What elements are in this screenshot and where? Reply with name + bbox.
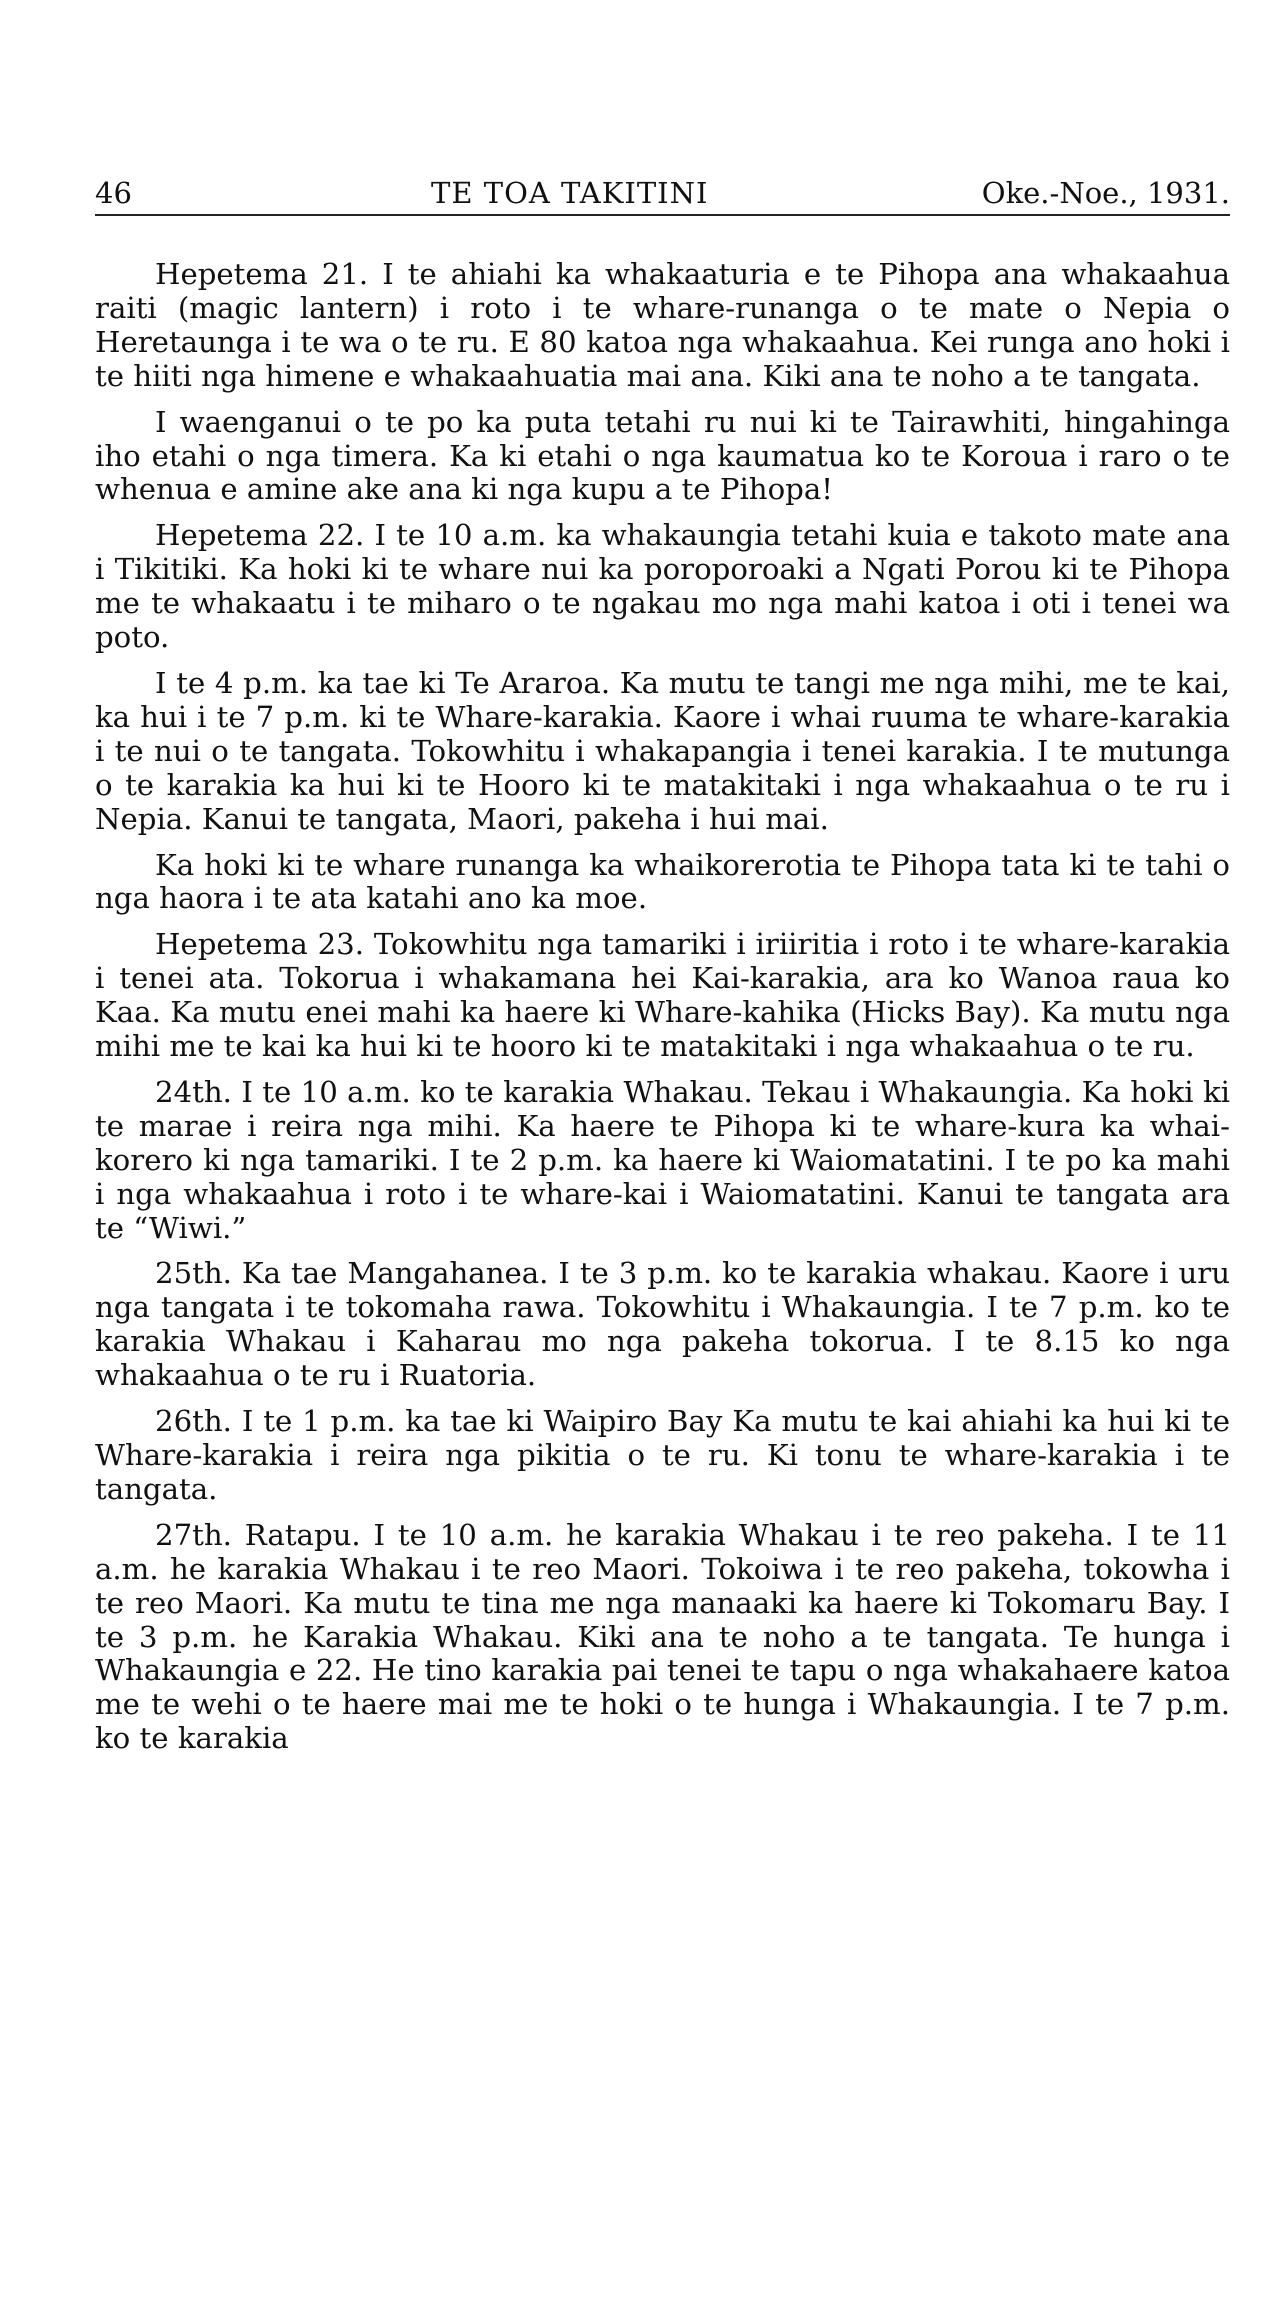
paragraph: 26th. I te 1 p.m. ka tae ki Waipiro Bay Ka mutu te kai ahiahi ka hui ki te Whare-karakia i reira nga pikitia o te ru. Ki tonu te whare-karakia i te tangata. (95, 1404, 1230, 1506)
page-number: 46 (95, 176, 132, 210)
article-body (95, 258, 1230, 1756)
journal-title: TE TOA TAKITINI (431, 176, 709, 210)
running-header (95, 170, 1230, 216)
paragraph: Hepetema 22. I te 10 a.m. ka whakaungia tetahi kuia e takoto mate ana i Tikitiki. Ka hoki ki te whare nui ka poroporoaki a Ngati Porou ki te Pihopa me te whakaatu i te miharo o te ngakau mo nga mahi katoa i oti i tenei wa poto. (95, 518, 1230, 655)
issue-date: Oke.-Noe., 1931. (981, 176, 1230, 210)
paragraph: Hepetema 21. I te ahiahi ka whakaaturia e te Pihopa ana whakaahua raiti (magic lantern) i roto i te whare-runanga o te mate o Nepia o Heretaunga i te wa o te ru. E 80 katoa nga whakaahua. Kei runga ano hoki i te hiiti nga himene e whakaahuatia mai ana. Kiki ana te noho a te tangata. (95, 257, 1230, 393)
paragraph: 24th. I te 10 a.m. ko te karakia Whakau. Tekau i Whakaungia. Ka hoki ki te marae i reira nga mihi. Ka haere te Pihopa ki te whare-kura ka whai-korero ki nga tamariki. I te 2 p.m. ka haere ki Waiomatatini. I te po ka mahi i nga whakaahua i roto i te whare-kai i Waiomatatini. Kanui te tangata ara te “Wiwi.” (95, 1074, 1230, 1245)
paragraph: Hepetema 23. Tokowhitu nga tamariki i iriiritia i roto i te whare-karakia i tenei ata. Tokorua i whakamana hei Kai-karakia, ara ko Wanoa raua ko Kaa. Ka mutu enei mahi ka haere ki Whare-kahika (Hicks Bay). Ka mutu nga mihi me te kai ka hui ki te hooro ki te matakitaki i nga whakaahua o te ru. (95, 927, 1230, 1064)
paragraph: I waenganui o te po ka puta tetahi ru nui ki te Tairawhiti, hingahinga iho etahi o nga timera. Ka ki etahi o nga kaumatua ko te Koroua i raro o te whenua e amine ake ana ki nga kupu a te Pihopa! (95, 404, 1230, 507)
paragraph: I te 4 p.m. ka tae ki Te Araroa. Ka mutu te tangi me nga mihi, me te kai, ka hui i te 7 p.m. ki te Whare-karakia. Kaore i whai ruuma te whare-karakia i te nui o te tangata. Tokowhitu i whakapangia i tenei karakia. I te mutunga o te karakia ka hui ki te Hooro ki te matakitaki i nga whakaahua o te ru i Nepia. Kanui te tangata, Maori, pakeha i hui mai. (95, 665, 1230, 836)
paragraph: Ka hoki ki te whare runanga ka whaikorerotia te Pihopa tata ki te tahi o nga haora i te ata katahi ano ka moe. (95, 847, 1230, 916)
paragraph: 27th. Ratapu. I te 10 a.m. he karakia Whakau i te reo pakeha. I te 11 a.m. he karakia Whakau i te reo Maori. Tokoiwa i te reo pakeha, tokowha i te reo Maori. Ka mutu te tina me nga manaaki ka haere ki Tokomaru Bay. I te 3 p.m. he Karakia Whakau. Kiki ana te noho a te tangata. Te hunga i Whakaungia e 22. He tino karakia pai tenei te tapu o nga whakahaere katoa me te wehi o te haere mai me te hoki o te hunga i Whakaungia. I te 7 p.m. ko te karakia (95, 1517, 1230, 1756)
paragraph: 25th. Ka tae Mangahanea. I te 3 p.m. ko te karakia whakau. Kaore i uru nga tangata i te tokomaha rawa. Tokowhitu i Whakaungia. I te 7 p.m. ko te karakia Whakau i Kaharau mo nga pakeha tokorua. I te 8.15 ko nga whakaahua o te ru i Ruatoria. (95, 1256, 1230, 1393)
